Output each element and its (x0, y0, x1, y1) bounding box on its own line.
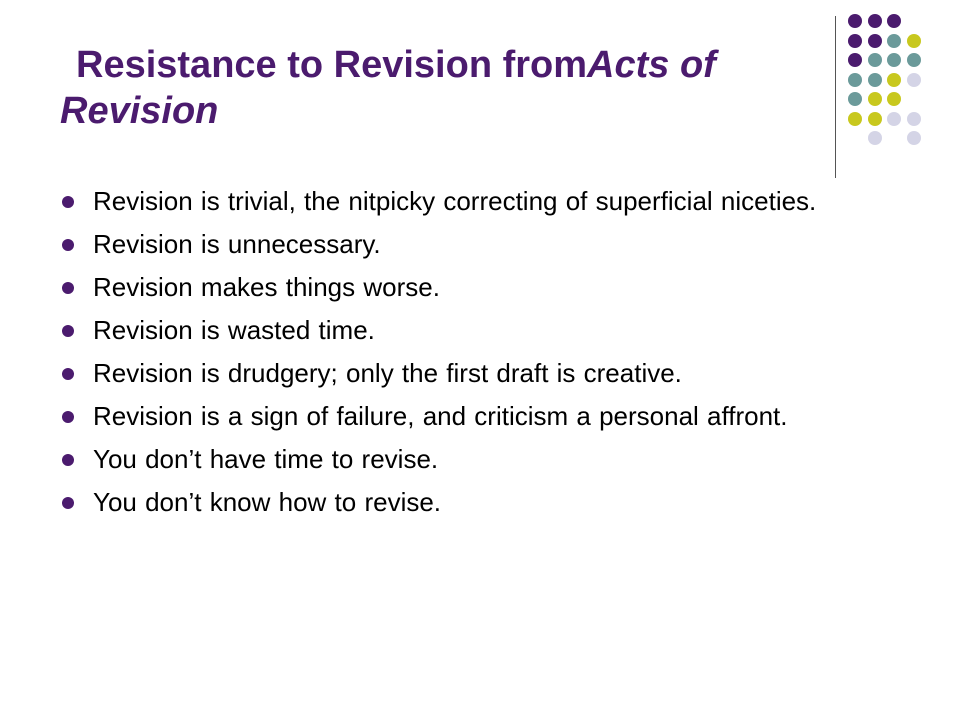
decorative-dot (868, 92, 882, 106)
decorative-dot (887, 14, 901, 28)
decorative-dot (848, 14, 862, 28)
decorative-dot-grid (848, 14, 948, 154)
bullet-item (60, 229, 900, 260)
bullet-text: Revision is unnecessary. (93, 229, 381, 259)
bullet-list (60, 186, 900, 530)
decorative-dot (907, 73, 921, 87)
decorative-dot (887, 73, 901, 87)
decorative-dot (887, 34, 901, 48)
decorative-dot (907, 53, 921, 67)
bullet-item (60, 444, 900, 475)
bullet-dot-icon (62, 282, 74, 294)
bullet-dot-icon (62, 411, 74, 423)
decorative-dot (868, 131, 882, 145)
bullet-dot-icon (62, 196, 74, 208)
slide-title (60, 42, 820, 134)
decorative-dot (907, 131, 921, 145)
bullet-text: Revision is trivial, the nitpicky correcting of superficial niceties. (93, 186, 817, 216)
decorative-dot (868, 112, 882, 126)
bullet-item (60, 272, 900, 303)
bullet-item (60, 186, 900, 217)
decorative-dot (848, 112, 862, 126)
decorative-divider-line (835, 16, 836, 178)
bullet-dot-icon (62, 368, 74, 380)
bullet-text: You don’t have time to revise. (93, 444, 439, 474)
bullet-text: Revision is a sign of failure, and criticism a personal affront. (93, 401, 788, 431)
decorative-dot (848, 53, 862, 67)
decorative-dot (907, 112, 921, 126)
decorative-dot (848, 34, 862, 48)
bullet-dot-icon (62, 325, 74, 337)
bullet-dot-icon (62, 497, 74, 509)
bullet-item (60, 401, 900, 432)
bullet-item (60, 358, 900, 389)
decorative-dot (848, 92, 862, 106)
decorative-dot (848, 73, 862, 87)
decorative-dot (887, 92, 901, 106)
slide-title-italic: Acts of Revision (60, 44, 716, 132)
decorative-dot (868, 53, 882, 67)
slide-title-text: Resistance to Revision from (76, 44, 588, 86)
bullet-dot-icon (62, 454, 74, 466)
decorative-dot (887, 112, 901, 126)
bullet-text: Revision makes things worse. (93, 272, 440, 302)
bullet-text: Revision is drudgery; only the first draft is creative. (93, 358, 682, 388)
bullet-text: Revision is wasted time. (93, 315, 375, 345)
bullet-dot-icon (62, 239, 74, 251)
decorative-dot (868, 73, 882, 87)
decorative-dot (907, 34, 921, 48)
decorative-dot (868, 34, 882, 48)
decorative-dot (868, 14, 882, 28)
decorative-dot (887, 53, 901, 67)
bullet-item (60, 487, 900, 518)
bullet-text: You don’t know how to revise. (93, 487, 442, 517)
bullet-item (60, 315, 900, 346)
